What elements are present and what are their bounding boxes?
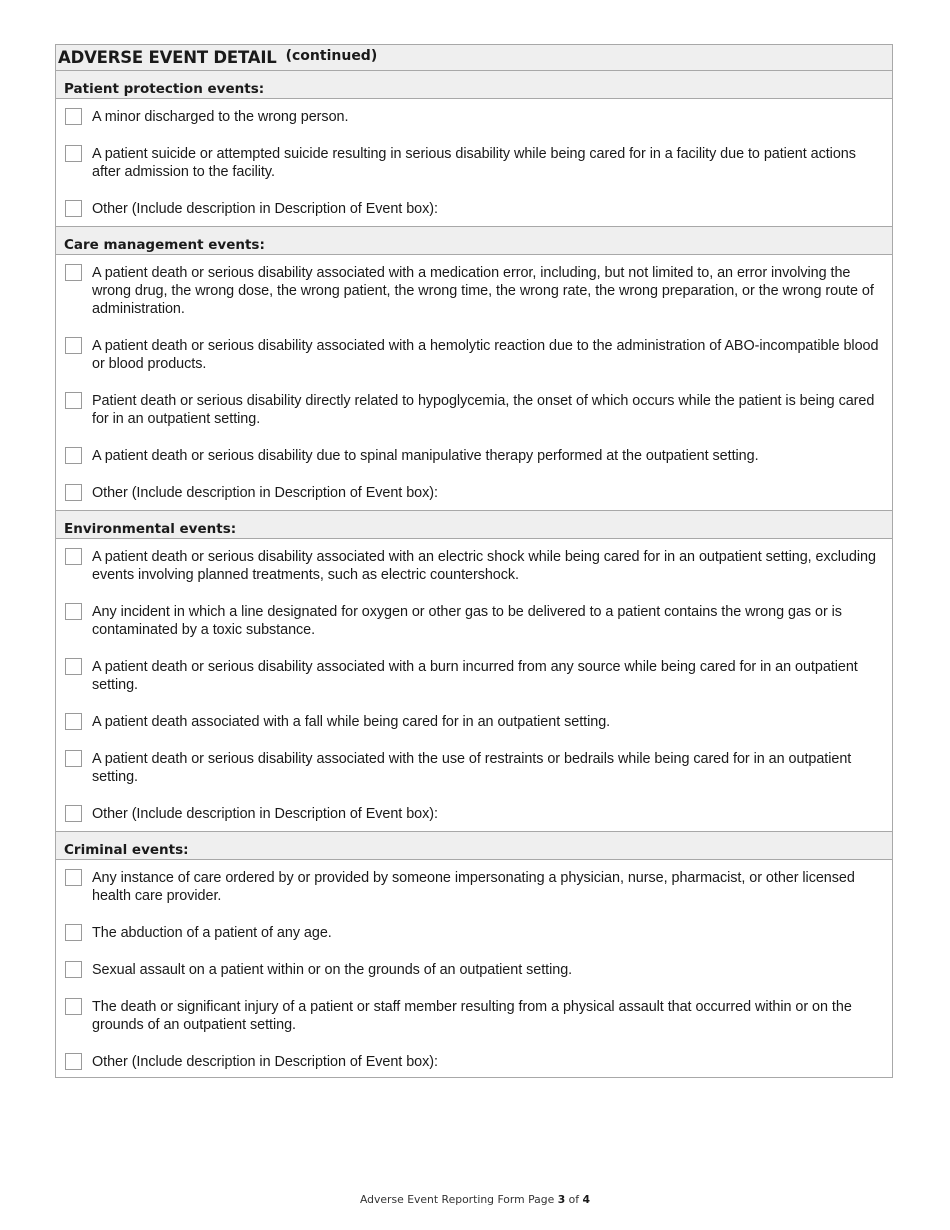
event-checkbox[interactable]: [65, 484, 82, 501]
section-title: Criminal events:: [64, 842, 189, 858]
checklist-item-label: Other (Include description in Description of Event box):: [92, 1054, 438, 1070]
event-checkbox[interactable]: [65, 264, 82, 281]
checklist-item[interactable]: [56, 145, 892, 181]
checklist-item-label: A patient death or serious disability due to spinal manipulative therapy performed at the outpatient setting.: [92, 448, 759, 464]
section-header-environmental-events: [56, 511, 892, 539]
section-title: Care management events:: [64, 237, 265, 253]
section-header-care-management-events: [56, 227, 892, 255]
checklist-item[interactable]: [56, 869, 892, 905]
form-title-suffix: (continued): [285, 47, 378, 64]
checklist-item-label: A minor discharged to the wrong person.: [92, 109, 349, 125]
section-title: Environmental events:: [64, 521, 237, 537]
checklist-item-label: A patient death associated with a fall while being cared for in an outpatient setting.: [92, 714, 611, 730]
section-body: [56, 860, 892, 1077]
event-checkbox[interactable]: [65, 961, 82, 978]
checklist-item-label: Any incident in which a line designated for oxygen or other gas to be delivered to a patient contains the wrong gas or is contaminated by a toxic substance.: [92, 604, 842, 638]
checklist-item-label: Sexual assault on a patient within or on the grounds of an outpatient setting.: [92, 962, 573, 978]
checklist-item[interactable]: [56, 447, 892, 465]
form-title-bar: [56, 45, 892, 71]
checklist-item[interactable]: [56, 337, 892, 373]
section-header-patient-protection-events: [56, 71, 892, 99]
checklist-item[interactable]: [56, 603, 892, 639]
checklist-item-label: A patient death or serious disability associated with a burn incurred from any source while being cared for in an outpatient setting.: [92, 659, 858, 693]
footer-of: of: [568, 1193, 580, 1206]
adverse-event-detail-form: [55, 44, 893, 1078]
event-checkbox[interactable]: [65, 392, 82, 409]
checklist-item[interactable]: [56, 998, 892, 1034]
footer-page-number: 3: [557, 1193, 566, 1206]
section-body: [56, 539, 892, 832]
event-checkbox[interactable]: [65, 108, 82, 125]
checklist-item[interactable]: [56, 548, 892, 584]
event-checkbox[interactable]: [65, 924, 82, 941]
checklist-item[interactable]: [56, 108, 892, 126]
event-checkbox[interactable]: [65, 447, 82, 464]
checklist-item[interactable]: [56, 713, 892, 731]
checklist-item-label: Any instance of care ordered by or provided by someone impersonating a physician, nurse, pharmacist, or other licensed health care provider.: [92, 870, 855, 904]
event-checkbox[interactable]: [65, 1053, 82, 1070]
checklist-item[interactable]: [56, 658, 892, 694]
section-title: Patient protection events:: [64, 81, 265, 97]
checklist-item[interactable]: [56, 924, 892, 942]
checklist-item[interactable]: [56, 200, 892, 218]
checklist-item-label: A patient death or serious disability associated with a hemolytic reaction due to the administration of ABO-incompatible blood or blood products.: [92, 338, 879, 372]
checklist-item[interactable]: [56, 484, 892, 502]
event-checkbox[interactable]: [65, 145, 82, 162]
checklist-item[interactable]: [56, 392, 892, 428]
event-checkbox[interactable]: [65, 998, 82, 1015]
checklist-item-label: A patient death or serious disability associated with an electric shock while being cared for in an outpatient setting, excluding events involving planned treatments, such as electric countershock.: [92, 549, 876, 583]
form-title: ADVERSE EVENT DETAIL: [58, 48, 277, 67]
checklist-item-label: The abduction of a patient of any age.: [92, 925, 332, 941]
checklist-item[interactable]: [56, 961, 892, 979]
checklist-item-label: A patient death or serious disability associated with a medication error, including, but not limited to, an error involving the wrong drug, the wrong dose, the wrong patient, the wrong time, the wrong rate, the wrong preparation, or the wrong route of administration.: [92, 265, 874, 317]
checklist-item-label: Other (Include description in Description of Event box):: [92, 485, 438, 501]
footer-page-total: 4: [582, 1193, 591, 1206]
checklist-item[interactable]: [56, 1053, 892, 1071]
checklist-item[interactable]: [56, 750, 892, 786]
event-checkbox[interactable]: [65, 713, 82, 730]
event-checkbox[interactable]: [65, 603, 82, 620]
form-sections: [56, 71, 892, 1077]
event-checkbox[interactable]: [65, 337, 82, 354]
section-header-criminal-events: [56, 832, 892, 860]
section-body: [56, 99, 892, 227]
event-checkbox[interactable]: [65, 750, 82, 767]
event-checkbox[interactable]: [65, 869, 82, 886]
checklist-item[interactable]: [56, 264, 892, 318]
section-body: [56, 255, 892, 511]
checklist-item-label: A patient suicide or attempted suicide resulting in serious disability while being cared for in a facility due to patient actions after admission to the facility.: [92, 146, 856, 180]
checklist-item-label: The death or significant injury of a patient or staff member resulting from a physical assault that occurred within or on the grounds of an outpatient setting.: [92, 999, 852, 1033]
event-checkbox[interactable]: [65, 548, 82, 565]
checklist-item[interactable]: [56, 805, 892, 823]
page-footer: [0, 1193, 950, 1206]
event-checkbox[interactable]: [65, 805, 82, 822]
checklist-item-label: Other (Include description in Description of Event box):: [92, 806, 438, 822]
checklist-item-label: Other (Include description in Description of Event box):: [92, 201, 438, 217]
footer-text: Adverse Event Reporting Form Page: [359, 1193, 555, 1206]
checklist-item-label: A patient death or serious disability associated with the use of restraints or bedrails while being cared for in an outpatient setting.: [92, 751, 852, 785]
event-checkbox[interactable]: [65, 658, 82, 675]
checklist-item-label: Patient death or serious disability directly related to hypoglycemia, the onset of which occurs while the patient is being cared for in an outpatient setting.: [92, 393, 875, 427]
event-checkbox[interactable]: [65, 200, 82, 217]
